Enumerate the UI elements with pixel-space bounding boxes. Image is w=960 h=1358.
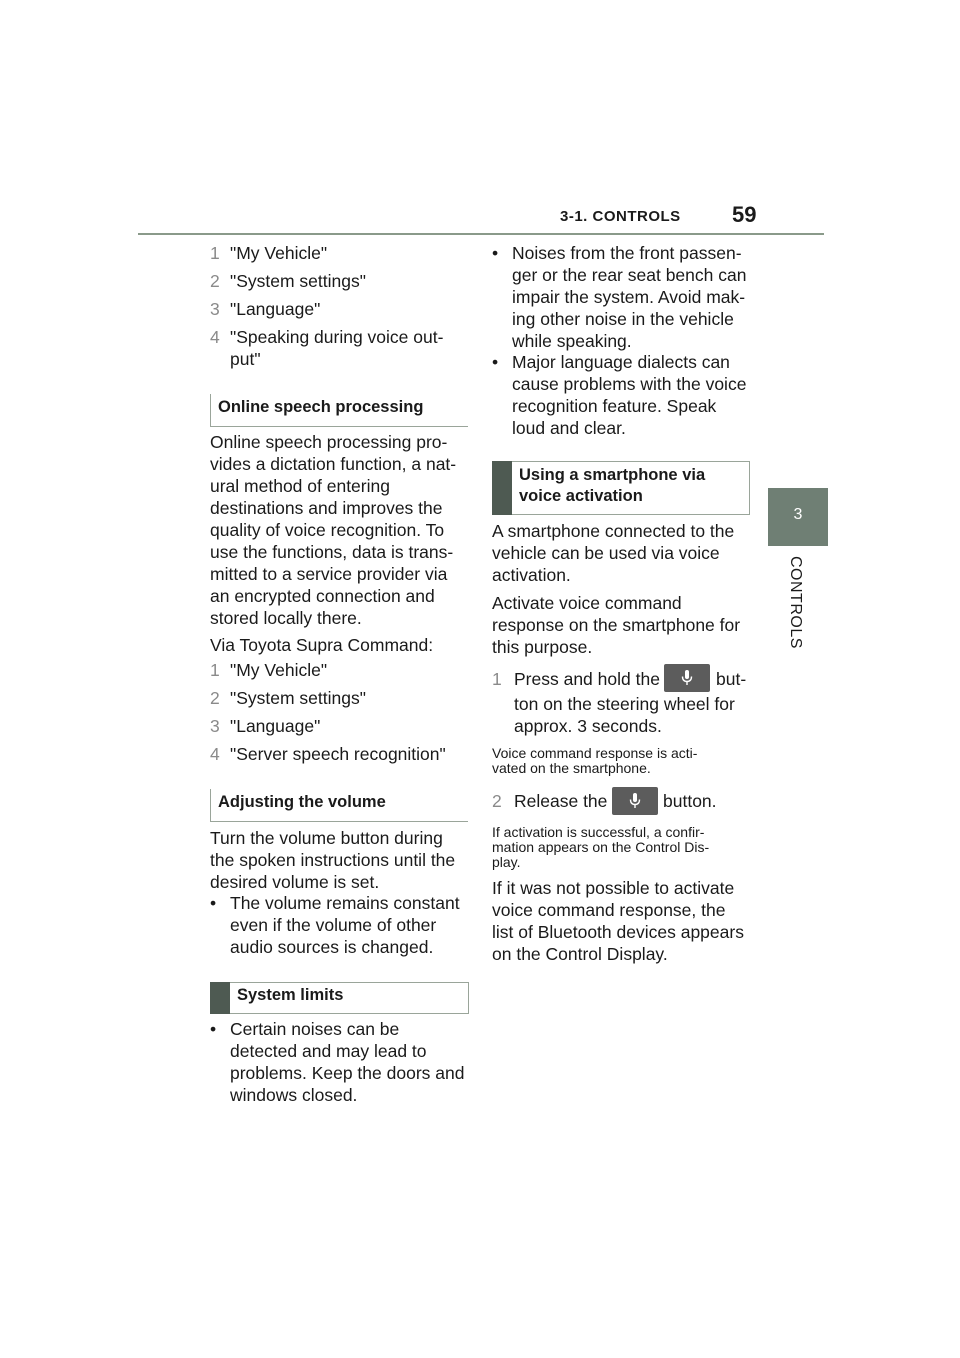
chapter-label: CONTROLS [787,556,804,649]
step-item: 2 Release the [492,791,608,811]
note-text: If activation is successful, a confir- mation appears on the Control Dis- play. [492,824,710,870]
step-item: 2 "System settings" [210,688,366,708]
step-item: 1 Press and hold the [492,669,660,689]
step-item: 1 "My Vehicle" [210,243,328,263]
online-paragraph: Online speech processing pro- vides a dictation function, a nat- ural method of entering destinations and improves the quality of voice recognition. To use the functions, data is trans- mitted to a service provider via an encrypted connection and stored locally there. [210,432,457,628]
page-number: 59 [732,202,757,227]
microphone-icon [629,793,641,809]
step-item: 4 "Speaking during voice out- put" [210,327,444,369]
step-text: approx. 3 seconds. [514,716,662,736]
header-rule [138,233,824,235]
activate-paragraph: Activate voice command response on the smartphone for this purpose. [492,593,741,657]
step-item: 3 "Language" [210,716,321,736]
section-title: 3-1. CONTROLS [560,208,681,225]
step-item: 2 "System settings" [210,271,366,291]
step-item: 3 "Language" [210,299,321,319]
voice-button-image [664,664,710,692]
voice-button-image [612,787,658,815]
volume-paragraph: Turn the volume button during the spoken instructions until the desired volume is set. [210,828,456,892]
note-text: Voice command response is acti- vated on the smartphone. [492,745,698,776]
step-text: ton on the steering wheel for [514,694,735,714]
step-text: but- [716,669,747,689]
heading-system-limits: System limits [210,982,469,1014]
heading-adjust-volume: Adjusting the volume [210,789,468,822]
step-text: button. [663,791,717,811]
via-command-text: Via Toyota Supra Command: [210,635,434,655]
bullet-item: • Noises from the front passen- ger or the rear seat bench can impair the system. Avoid mak- ing other noise in the vehicle while speaking. [492,243,747,351]
bullet-item: • The volume remains constant even if the volume of other audio sources is changed. [210,893,460,957]
failure-paragraph: If it was not possible to activate voice command response, the list of Bluetooth devices appears on the Control Display. [492,878,744,964]
step-item: 1 "My Vehicle" [210,660,328,680]
microphone-icon [681,670,693,686]
chapter-number: 3 [793,506,803,523]
heading-smartphone-voice: Using a smartphone via voice activation [492,461,750,515]
heading-online-speech: Online speech processing [210,394,468,427]
smartphone-paragraph: A smartphone connected to the vehicle can be used via voice activation. [492,521,735,585]
bullet-item: • Major language dialects can cause problems with the voice recognition feature. Speak loud and clear. [492,352,747,438]
bullet-item: • Certain noises can be detected and may lead to problems. Keep the doors and windows closed. [210,1019,465,1105]
step-item: 4 "Server speech recognition" [210,744,446,764]
